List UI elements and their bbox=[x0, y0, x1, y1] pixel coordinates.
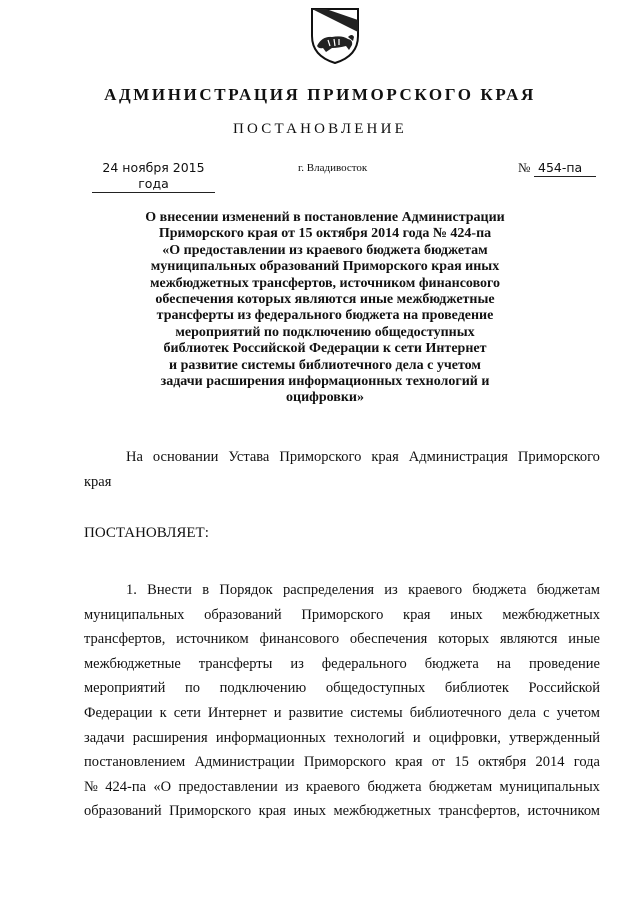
word: расширения bbox=[132, 729, 208, 746]
word: муниципальных bbox=[499, 778, 600, 795]
word: являются bbox=[499, 631, 558, 648]
word: края bbox=[84, 473, 112, 490]
title-line: задачи расширения информационных технологий и bbox=[160, 374, 490, 390]
word: библиотек bbox=[444, 680, 509, 697]
paragraph-line bbox=[84, 701, 600, 726]
word: «О bbox=[153, 778, 172, 795]
word: задачи bbox=[84, 729, 125, 746]
paragraph-line bbox=[84, 799, 600, 824]
word: Порядок bbox=[219, 582, 273, 598]
word: финансового bbox=[259, 631, 340, 648]
resolve-heading: ПОСТАНОВЛЯЕТ: bbox=[84, 525, 209, 541]
word: образований bbox=[204, 606, 282, 623]
word: края bbox=[258, 803, 286, 820]
word: в bbox=[202, 582, 210, 598]
paragraph-line bbox=[84, 627, 600, 652]
word: Приморского bbox=[301, 606, 384, 623]
word: бюджета bbox=[424, 655, 479, 672]
word: Устава bbox=[228, 449, 270, 465]
title-line: О внесении изменений в постановление Администрации bbox=[145, 210, 505, 225]
word: федерального bbox=[321, 655, 407, 672]
word: муниципальных bbox=[84, 606, 185, 623]
word: библиотечного bbox=[409, 704, 502, 721]
document-city: г. Владивосток bbox=[298, 162, 368, 174]
paragraph-line bbox=[84, 726, 600, 751]
word: 2014 bbox=[535, 754, 565, 771]
word: из bbox=[290, 655, 304, 672]
word: Интернет bbox=[207, 704, 267, 721]
word: трансферты bbox=[198, 655, 273, 672]
document-number: 454-па bbox=[534, 160, 596, 177]
word: основании bbox=[152, 449, 219, 465]
word: бюджета bbox=[367, 778, 422, 795]
word: трансфертов, bbox=[438, 803, 520, 820]
word: системы bbox=[350, 704, 403, 721]
word: утвержденный bbox=[509, 729, 600, 746]
word: образований bbox=[84, 803, 162, 820]
word: Администрации bbox=[194, 754, 295, 771]
word: Федерации bbox=[84, 704, 153, 721]
paragraph-line bbox=[84, 775, 600, 800]
word: Российской bbox=[528, 680, 600, 697]
paragraph-line bbox=[84, 470, 600, 495]
number-sign: № bbox=[518, 160, 531, 175]
word: Приморского bbox=[517, 449, 600, 465]
word: межбюджетных bbox=[502, 606, 600, 623]
word: с bbox=[543, 704, 550, 721]
word: года bbox=[573, 754, 600, 771]
word: предоставлении bbox=[178, 778, 278, 795]
word: распределения bbox=[282, 582, 375, 598]
word: межбюджетных bbox=[333, 803, 432, 820]
word: краевого bbox=[408, 582, 463, 598]
word: общедоступных bbox=[325, 680, 426, 697]
paragraph-line bbox=[84, 603, 600, 628]
paragraph-1 bbox=[84, 578, 600, 824]
word: Приморского bbox=[169, 803, 252, 820]
document-type: ПОСТАНОВЛЕНИЕ bbox=[233, 121, 407, 137]
title-line: муниципальных образований Приморского края иных bbox=[150, 259, 500, 275]
word: источником bbox=[176, 631, 249, 648]
word: октября bbox=[478, 754, 527, 771]
word: краевого bbox=[306, 778, 361, 795]
word: обеспечения bbox=[349, 631, 428, 648]
word: технологий bbox=[334, 729, 405, 746]
word: бюджетам bbox=[536, 582, 600, 598]
word: по bbox=[185, 680, 201, 697]
word: информационных bbox=[215, 729, 326, 746]
paragraph-line bbox=[84, 445, 600, 470]
word: которых bbox=[438, 631, 490, 648]
word: источником bbox=[527, 803, 600, 820]
paragraph-line bbox=[84, 652, 600, 677]
word: бюджета bbox=[472, 582, 527, 598]
word: иных bbox=[450, 606, 483, 623]
word: к bbox=[159, 704, 167, 721]
document-title bbox=[120, 210, 530, 407]
document-date: 24 ноября 2015 года bbox=[92, 160, 215, 193]
title-line: библиотек Российской Федерации к сети Интернет bbox=[163, 341, 487, 357]
organization-name: АДМИНИСТРАЦИЯ ПРИМОРСКОГО КРАЯ bbox=[104, 85, 536, 104]
title-line: мероприятий по подключению общедоступных bbox=[175, 324, 475, 340]
word: учетом bbox=[556, 704, 600, 721]
paragraph-line bbox=[84, 750, 600, 775]
word: 1. bbox=[126, 582, 137, 598]
word: и bbox=[412, 729, 421, 746]
word: от bbox=[431, 754, 446, 771]
word: подключению bbox=[219, 680, 307, 697]
word: Внести bbox=[147, 582, 192, 598]
title-line: «О предоставлении из краевого бюджета бюджетам bbox=[162, 242, 488, 258]
word: иные bbox=[568, 631, 600, 648]
paragraph-line bbox=[84, 676, 600, 701]
title-line: трансферты из федерального бюджета на проведение bbox=[156, 308, 494, 324]
word: Приморского bbox=[303, 754, 386, 771]
word: из bbox=[285, 778, 299, 795]
title-line: обеспечения которых являются иные межбюджетные bbox=[155, 292, 495, 308]
coat-of-arms-icon bbox=[308, 6, 362, 66]
word: межбюджетные bbox=[84, 655, 181, 672]
word: Приморского bbox=[279, 449, 362, 465]
word: на bbox=[496, 655, 511, 672]
word: постановлением bbox=[84, 754, 186, 771]
word: Администрация bbox=[408, 449, 508, 465]
title-line: оцифровки» bbox=[286, 390, 364, 406]
word: 424-па bbox=[105, 778, 147, 795]
word: иных bbox=[293, 803, 326, 820]
word: трансфертов, bbox=[84, 631, 166, 648]
word: проведение bbox=[528, 655, 600, 672]
word: 15 bbox=[454, 754, 469, 771]
word: развитие bbox=[288, 704, 344, 721]
word: края bbox=[371, 449, 399, 465]
title-line: межбюджетных трансфертов, источником финансового bbox=[149, 275, 501, 291]
word: края bbox=[395, 754, 423, 771]
paragraph-line bbox=[84, 578, 600, 603]
word: и bbox=[273, 704, 282, 721]
word: края bbox=[403, 606, 431, 623]
title-line: и развитие системы библиотечного дела с учетом bbox=[169, 357, 481, 373]
word: На bbox=[126, 449, 143, 465]
word: мероприятий bbox=[84, 680, 166, 697]
basis-paragraph bbox=[84, 445, 600, 494]
word: сети bbox=[173, 704, 201, 721]
word: № bbox=[84, 778, 98, 795]
word: дела bbox=[508, 704, 537, 721]
word: оцифровки, bbox=[428, 729, 501, 746]
word: из bbox=[384, 582, 398, 598]
title-line: Приморского края от 15 октября 2014 года № 424-па bbox=[158, 226, 492, 242]
word: бюджетам bbox=[428, 778, 493, 795]
